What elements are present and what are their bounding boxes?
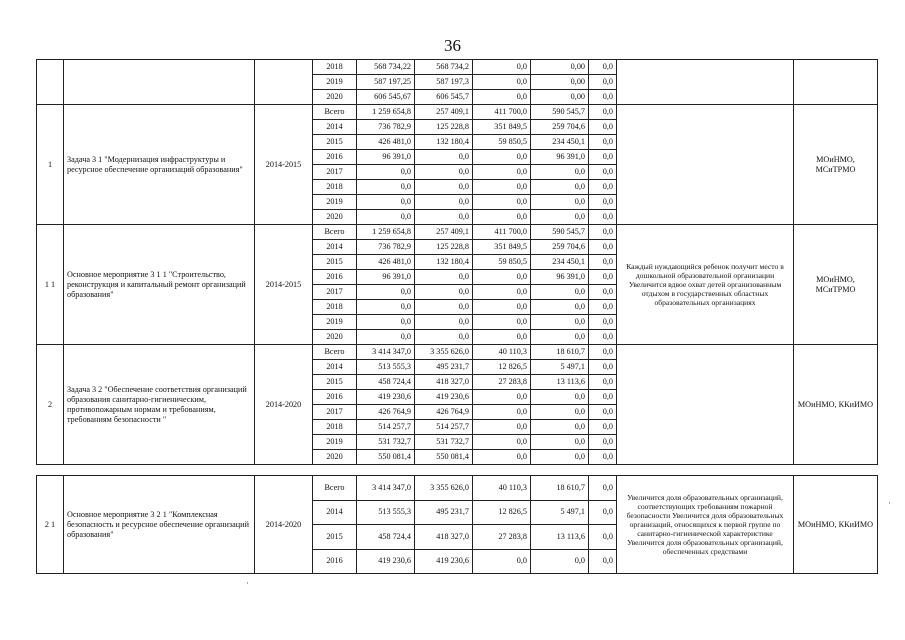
year-cell: 2019: [313, 195, 357, 210]
amount-cell: 419 230,6: [357, 390, 415, 405]
amount-cell: 0,0: [473, 90, 531, 105]
amount-cell: 426 764,9: [415, 405, 473, 420]
amount-cell: 0,0: [589, 90, 617, 105]
amount-cell: 0,0: [531, 165, 589, 180]
amount-cell: 590 545,7: [531, 225, 589, 240]
amount-cell: 0,0: [589, 390, 617, 405]
responsible-cell: МОиНМО, МСиТРМО: [794, 225, 878, 345]
amount-cell: 0,0: [531, 435, 589, 450]
amount-cell: 0,0: [589, 330, 617, 345]
amount-cell: 426 481,0: [357, 255, 415, 270]
amount-cell: 0,0: [589, 345, 617, 360]
period-cell: 2014-2015: [255, 225, 313, 345]
amount-cell: 0,0: [473, 150, 531, 165]
amount-cell: 0,00: [531, 60, 589, 75]
year-cell: 2020: [313, 450, 357, 465]
year-cell: 2016: [313, 390, 357, 405]
amount-cell: 0,0: [473, 315, 531, 330]
amount-cell: 513 555,3: [357, 500, 415, 525]
amount-cell: 0,0: [589, 270, 617, 285]
amount-cell: 514 257,7: [357, 420, 415, 435]
amount-cell: 0,0: [531, 390, 589, 405]
amount-cell: 0,0: [589, 165, 617, 180]
amount-cell: 0,0: [473, 390, 531, 405]
amount-cell: 259 704,6: [531, 240, 589, 255]
amount-cell: 351 849,5: [473, 240, 531, 255]
amount-cell: 419 230,6: [415, 390, 473, 405]
amount-cell: 0,0: [531, 405, 589, 420]
scan-mark: ·: [246, 578, 249, 588]
year-cell: 2015: [313, 135, 357, 150]
amount-cell: 411 700,0: [473, 225, 531, 240]
amount-cell: 13 113,6: [531, 525, 589, 550]
amount-cell: 0,0: [357, 165, 415, 180]
amount-cell: 96 391,0: [531, 270, 589, 285]
amount-cell: 0,0: [589, 255, 617, 270]
amount-cell: 0,00: [531, 90, 589, 105]
amount-cell: 0,0: [589, 435, 617, 450]
amount-cell: 234 450,1: [531, 255, 589, 270]
amount-cell: 0,0: [357, 210, 415, 225]
year-cell: 2014: [313, 120, 357, 135]
year-cell: 2018: [313, 180, 357, 195]
amount-cell: 96 391,0: [357, 150, 415, 165]
amount-cell: 18 610,7: [531, 476, 589, 501]
year-cell: Всего: [313, 225, 357, 240]
amount-cell: 0,0: [357, 195, 415, 210]
amount-cell: 0,00: [531, 75, 589, 90]
amount-cell: 13 113,6: [531, 375, 589, 390]
year-cell: 2015: [313, 255, 357, 270]
amount-cell: 0,0: [357, 300, 415, 315]
amount-cell: 59 850,5: [473, 135, 531, 150]
year-cell: 2020: [313, 90, 357, 105]
amount-cell: 351 849,5: [473, 120, 531, 135]
year-cell: 2018: [313, 300, 357, 315]
amount-cell: 0,0: [415, 315, 473, 330]
item-number-cell: 2: [37, 345, 64, 465]
amount-cell: 0,0: [415, 300, 473, 315]
amount-cell: 0,0: [589, 150, 617, 165]
amount-cell: 0,0: [531, 330, 589, 345]
expected-result-cell: [617, 60, 794, 105]
period-cell: 2014-2020: [255, 476, 313, 574]
amount-cell: 426 481,0: [357, 135, 415, 150]
table-body-top: [37, 60, 878, 465]
amount-cell: 0,0: [473, 450, 531, 465]
amount-cell: 736 782,9: [357, 240, 415, 255]
amount-cell: 0,0: [589, 285, 617, 300]
amount-cell: 1 259 654,8: [357, 105, 415, 120]
amount-cell: 12 826,5: [473, 500, 531, 525]
amount-cell: 125 228,8: [415, 240, 473, 255]
amount-cell: 0,0: [473, 195, 531, 210]
amount-cell: 96 391,0: [357, 270, 415, 285]
year-cell: 2018: [313, 420, 357, 435]
amount-cell: 0,0: [357, 330, 415, 345]
amount-cell: 0,0: [357, 285, 415, 300]
responsible-cell: МОиНМО, ККиИМО: [794, 345, 878, 465]
amount-cell: 0,0: [473, 60, 531, 75]
amount-cell: 0,0: [589, 525, 617, 550]
amount-cell: 0,0: [589, 195, 617, 210]
table-row: [37, 476, 878, 501]
year-cell: Всего: [313, 105, 357, 120]
table-body-bottom: [37, 476, 878, 574]
amount-cell: 0,0: [589, 315, 617, 330]
year-cell: 2015: [313, 375, 357, 390]
scan-mark: ·: [888, 498, 891, 508]
year-cell: 2015: [313, 525, 357, 550]
amount-cell: 0,0: [589, 225, 617, 240]
amount-cell: 0,0: [589, 476, 617, 501]
budget-table-top: [36, 59, 878, 465]
item-name-cell: Задача 3 2 "Обеспечение соответствия организаций образования санитарно-гигиеническим, противопожарным нормам и требованиям, требованиям безопасности ": [64, 345, 255, 465]
amount-cell: 132 180,4: [415, 135, 473, 150]
amount-cell: 495 231,7: [415, 360, 473, 375]
table-row: [37, 105, 878, 120]
amount-cell: 419 230,6: [415, 549, 473, 574]
amount-cell: 0,0: [473, 75, 531, 90]
amount-cell: 234 450,1: [531, 135, 589, 150]
amount-cell: 0,0: [415, 270, 473, 285]
amount-cell: 531 732,7: [357, 435, 415, 450]
amount-cell: 3 355 626,0: [415, 345, 473, 360]
amount-cell: 0,0: [473, 330, 531, 345]
table-row: [37, 345, 878, 360]
amount-cell: 587 197,3: [415, 75, 473, 90]
expected-result-cell: [617, 105, 794, 225]
amount-cell: 3 414 347,0: [357, 345, 415, 360]
amount-cell: 0,0: [589, 135, 617, 150]
amount-cell: 606 545,7: [415, 90, 473, 105]
amount-cell: 568 734,22: [357, 60, 415, 75]
year-cell: 2017: [313, 165, 357, 180]
amount-cell: 0,0: [531, 210, 589, 225]
amount-cell: 458 724,4: [357, 525, 415, 550]
amount-cell: 96 391,0: [531, 150, 589, 165]
amount-cell: 0,0: [589, 375, 617, 390]
amount-cell: 0,0: [473, 435, 531, 450]
expected-result-cell: Увеличится доля образовательных организаций, соответствующих требованиям пожарной безопасности Увеличится доля образовательных организаций, относящихся к первой группе по санитарно-гигиенической характеристике Увеличится доля образовательных организаций, обеспеченных средствами: [617, 476, 794, 574]
amount-cell: 0,0: [473, 210, 531, 225]
amount-cell: 0,0: [473, 285, 531, 300]
amount-cell: 0,0: [589, 300, 617, 315]
amount-cell: 531 732,7: [415, 435, 473, 450]
amount-cell: 0,0: [589, 420, 617, 435]
amount-cell: 0,0: [589, 405, 617, 420]
year-cell: 2014: [313, 240, 357, 255]
year-cell: 2016: [313, 150, 357, 165]
year-cell: 2020: [313, 210, 357, 225]
amount-cell: 27 283,8: [473, 375, 531, 390]
item-number-cell: 1 1: [37, 225, 64, 345]
amount-cell: 3 414 347,0: [357, 476, 415, 501]
amount-cell: 0,0: [589, 120, 617, 135]
amount-cell: 0,0: [357, 315, 415, 330]
year-cell: 2014: [313, 360, 357, 375]
amount-cell: 0,0: [589, 360, 617, 375]
amount-cell: 568 734,2: [415, 60, 473, 75]
item-name-cell: Задача 3 1 "Модернизация инфраструктуры и ресурсное обеспечение организаций образования": [64, 105, 255, 225]
amount-cell: 27 283,8: [473, 525, 531, 550]
amount-cell: 0,0: [531, 315, 589, 330]
amount-cell: 0,0: [473, 165, 531, 180]
amount-cell: 0,0: [589, 75, 617, 90]
amount-cell: 0,0: [415, 210, 473, 225]
amount-cell: 514 257,7: [415, 420, 473, 435]
item-number-cell: 1: [37, 105, 64, 225]
amount-cell: 458 724,4: [357, 375, 415, 390]
amount-cell: 0,0: [531, 300, 589, 315]
amount-cell: 0,0: [473, 405, 531, 420]
amount-cell: 0,0: [531, 195, 589, 210]
amount-cell: 411 700,0: [473, 105, 531, 120]
amount-cell: 590 545,7: [531, 105, 589, 120]
amount-cell: 736 782,9: [357, 120, 415, 135]
year-cell: 2016: [313, 549, 357, 574]
amount-cell: 0,0: [415, 330, 473, 345]
amount-cell: 12 826,5: [473, 360, 531, 375]
responsible-cell: [794, 60, 878, 105]
amount-cell: 0,0: [473, 180, 531, 195]
amount-cell: 0,0: [415, 180, 473, 195]
item-name-cell: Основное мероприятие 3 2 1 "Комплексная безопасность и ресурсное обеспечение организаций образования": [64, 476, 255, 574]
amount-cell: 0,0: [415, 285, 473, 300]
amount-cell: 0,0: [589, 60, 617, 75]
amount-cell: 0,0: [473, 270, 531, 285]
year-cell: 2019: [313, 435, 357, 450]
year-cell: 2017: [313, 405, 357, 420]
period-cell: [255, 60, 313, 105]
page-number: 36: [444, 36, 461, 55]
amount-cell: 18 610,7: [531, 345, 589, 360]
amount-cell: 259 704,6: [531, 120, 589, 135]
amount-cell: 495 231,7: [415, 500, 473, 525]
amount-cell: 0,0: [531, 420, 589, 435]
amount-cell: 0,0: [473, 300, 531, 315]
amount-cell: 0,0: [415, 165, 473, 180]
amount-cell: 0,0: [589, 180, 617, 195]
table-row: [37, 225, 878, 240]
year-cell: 2020: [313, 330, 357, 345]
item-name-cell: Основное мероприятие 3 1 1 "Строительство, реконструкция и капитальный ремонт организаций образования": [64, 225, 255, 345]
amount-cell: 40 110,3: [473, 345, 531, 360]
year-cell: 2019: [313, 315, 357, 330]
amount-cell: 418 327,0: [415, 375, 473, 390]
expected-result-cell: [617, 345, 794, 465]
amount-cell: 0,0: [473, 549, 531, 574]
amount-cell: 5 497,1: [531, 500, 589, 525]
amount-cell: 550 081,4: [415, 450, 473, 465]
year-cell: 2017: [313, 285, 357, 300]
amount-cell: 0,0: [473, 420, 531, 435]
year-cell: Всего: [313, 345, 357, 360]
item-number-cell: [37, 60, 64, 105]
amount-cell: 0,0: [531, 450, 589, 465]
responsible-cell: МОиНМО, МСиТРМО: [794, 105, 878, 225]
table-row: [37, 60, 878, 75]
amount-cell: 0,0: [531, 285, 589, 300]
amount-cell: 550 081,4: [357, 450, 415, 465]
amount-cell: 0,0: [415, 150, 473, 165]
amount-cell: 257 409,1: [415, 105, 473, 120]
amount-cell: 1 259 654,8: [357, 225, 415, 240]
amount-cell: 426 764,9: [357, 405, 415, 420]
amount-cell: 0,0: [589, 500, 617, 525]
amount-cell: 418 327,0: [415, 525, 473, 550]
amount-cell: 5 497,1: [531, 360, 589, 375]
amount-cell: 257 409,1: [415, 225, 473, 240]
budget-table-bottom: [36, 475, 878, 574]
amount-cell: 0,0: [589, 450, 617, 465]
amount-cell: 132 180,4: [415, 255, 473, 270]
amount-cell: 606 545,67: [357, 90, 415, 105]
amount-cell: 0,0: [531, 180, 589, 195]
period-cell: 2014-2015: [255, 105, 313, 225]
amount-cell: 0,0: [415, 195, 473, 210]
expected-result-cell: Каждый нуждающийся ребенок получит место в дошкольной образовательной организации Увеличится вдвое охват детей организованным отдыхом в государственных областных образовательных организациях: [617, 225, 794, 345]
amount-cell: 3 355 626,0: [415, 476, 473, 501]
period-cell: 2014-2020: [255, 345, 313, 465]
year-cell: 2014: [313, 500, 357, 525]
amount-cell: 513 555,3: [357, 360, 415, 375]
responsible-cell: МОиНМО, ККиИМО: [794, 476, 878, 574]
amount-cell: 0,0: [589, 105, 617, 120]
year-cell: 2018: [313, 60, 357, 75]
item-name-cell: [64, 60, 255, 105]
amount-cell: 40 110,3: [473, 476, 531, 501]
year-cell: 2019: [313, 75, 357, 90]
amount-cell: 59 850,5: [473, 255, 531, 270]
item-number-cell: 2 1: [37, 476, 64, 574]
amount-cell: 0,0: [589, 240, 617, 255]
amount-cell: 125 228,8: [415, 120, 473, 135]
amount-cell: 0,0: [589, 210, 617, 225]
year-cell: Всего: [313, 476, 357, 501]
amount-cell: 0,0: [531, 549, 589, 574]
amount-cell: 0,0: [589, 549, 617, 574]
amount-cell: 0,0: [357, 180, 415, 195]
year-cell: 2016: [313, 270, 357, 285]
amount-cell: 587 197,25: [357, 75, 415, 90]
amount-cell: 419 230,6: [357, 549, 415, 574]
